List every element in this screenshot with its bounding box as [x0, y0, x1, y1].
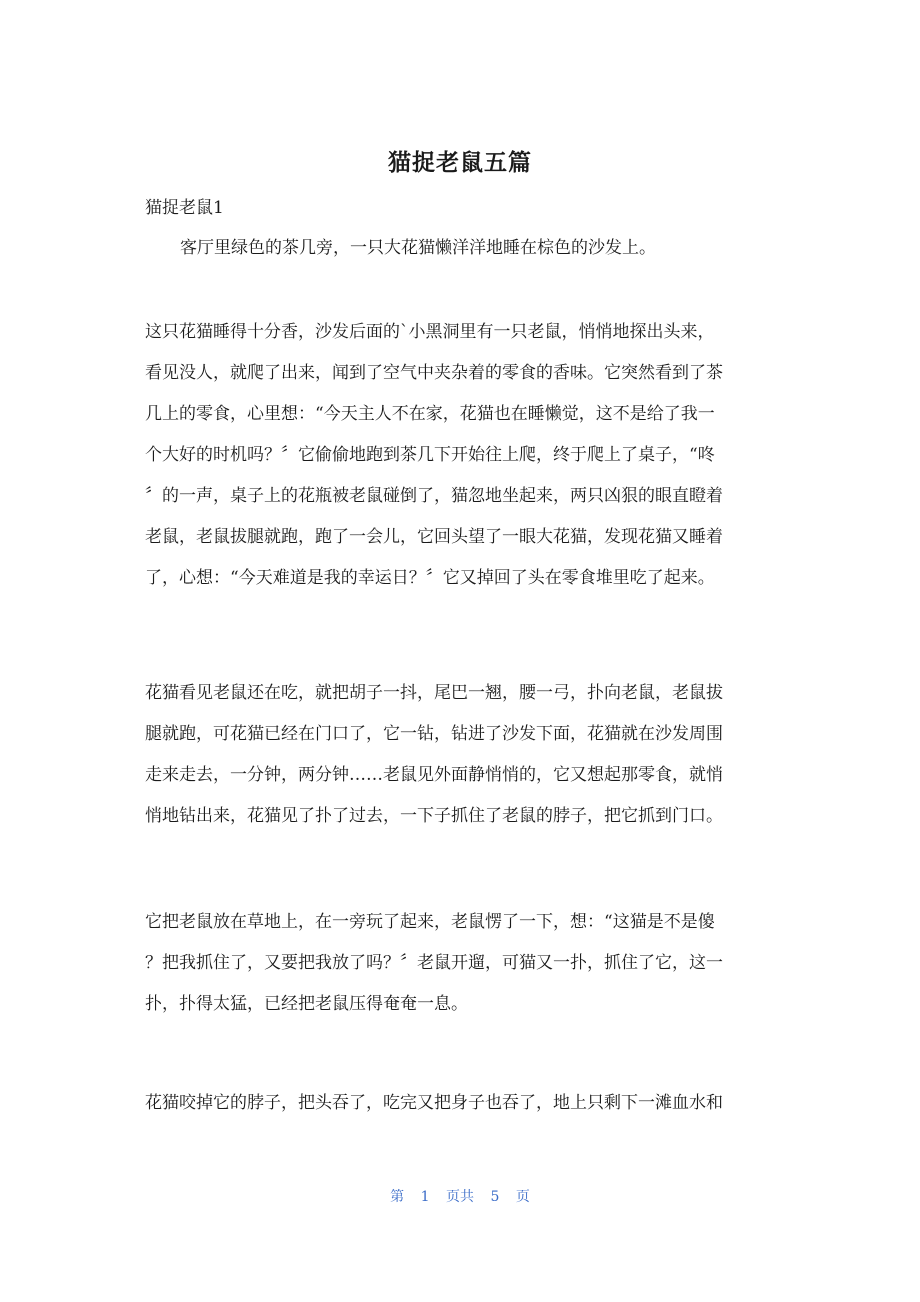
section-heading: 猫捉老鼠1	[145, 198, 224, 218]
paragraph-line: 悄地钻出来，花猫见了扑了过去，一下子抓住了老鼠的脖子，把它抓到门口。	[145, 806, 723, 826]
paragraph-line: 它把老鼠放在草地上，在一旁玩了起来，老鼠愣了一下，想：“这猫是不是傻	[145, 912, 715, 932]
paragraph-2	[145, 312, 777, 599]
paragraph-line: 几上的零食，心里想：“今天主人不在家，花猫也在睡懒觉，这不是给了我一	[145, 404, 715, 424]
paragraph-4	[145, 902, 777, 1025]
page-label-suffix: 页	[515, 1189, 530, 1205]
paragraph-line: 老鼠，老鼠拔腿就跑，跑了一会儿，它回头望了一眼大花猫，发现花猫又睡着	[145, 527, 723, 547]
paragraph-line: ？把我抓住了，又要把我放了吗？〞老鼠开遛，可猫又一扑，抓住了它，这一	[145, 953, 723, 973]
total-pages-number: 5	[490, 1189, 500, 1205]
paragraph-line: 了，心想：“今天难道是我的幸运日？〞它又掉回了头在零食堆里吃了起来。	[145, 568, 715, 588]
page-label-prefix: 第	[390, 1189, 405, 1205]
paragraph-5	[145, 1083, 777, 1124]
paragraph-line: 客厅里绿色的茶几旁，一只大花猫懒洋洋地睡在棕色的沙发上。	[180, 238, 656, 258]
paragraph-line: 扑，扑得太猛，已经把老鼠压得奄奄一息。	[145, 994, 468, 1014]
paragraph-3	[145, 673, 777, 837]
paragraph-line: 花猫看见老鼠还在吃，就把胡子一抖，尾巴一翘，腰一弓，扑向老鼠，老鼠拔	[145, 683, 723, 703]
page-label-mid: 页共	[446, 1189, 474, 1205]
paragraph-line: 腿就跑，可花猫已经在门口了，它一钻，钻进了沙发下面，花猫就在沙发周围	[145, 724, 723, 744]
paragraph-line: 走来走去，一分钟，两分钟……老鼠见外面静悄悄的，它又想起那零食，就悄	[145, 765, 723, 785]
paragraph-line: 看见没人，就爬了出来，闻到了空气中夹杂着的零食的香味。它突然看到了茶	[145, 363, 723, 383]
paragraph-line: 这只花猫睡得十分香，沙发后面的`小黑洞里有一只老鼠，悄悄地探出头来，	[145, 322, 715, 342]
document-title: 猫捉老鼠五篇	[388, 150, 532, 176]
paragraph-line: 个大好的时机吗？〞它偷偷地跑到茶几下开始往上爬，终于爬上了桌子，“咚	[145, 445, 715, 465]
page-indicator	[0, 1186, 920, 1208]
paragraph-line: 花猫咬掉它的脖子，把头吞了，吃完又把身子也吞了，地上只剩下一滩血水和	[145, 1093, 723, 1113]
current-page-number: 1	[420, 1189, 430, 1205]
paragraph-1	[145, 228, 777, 269]
paragraph-line: 〞的一声，桌子上的花瓶被老鼠碰倒了，猫忽地坐起来，两只凶狠的眼直瞪着	[145, 486, 723, 506]
